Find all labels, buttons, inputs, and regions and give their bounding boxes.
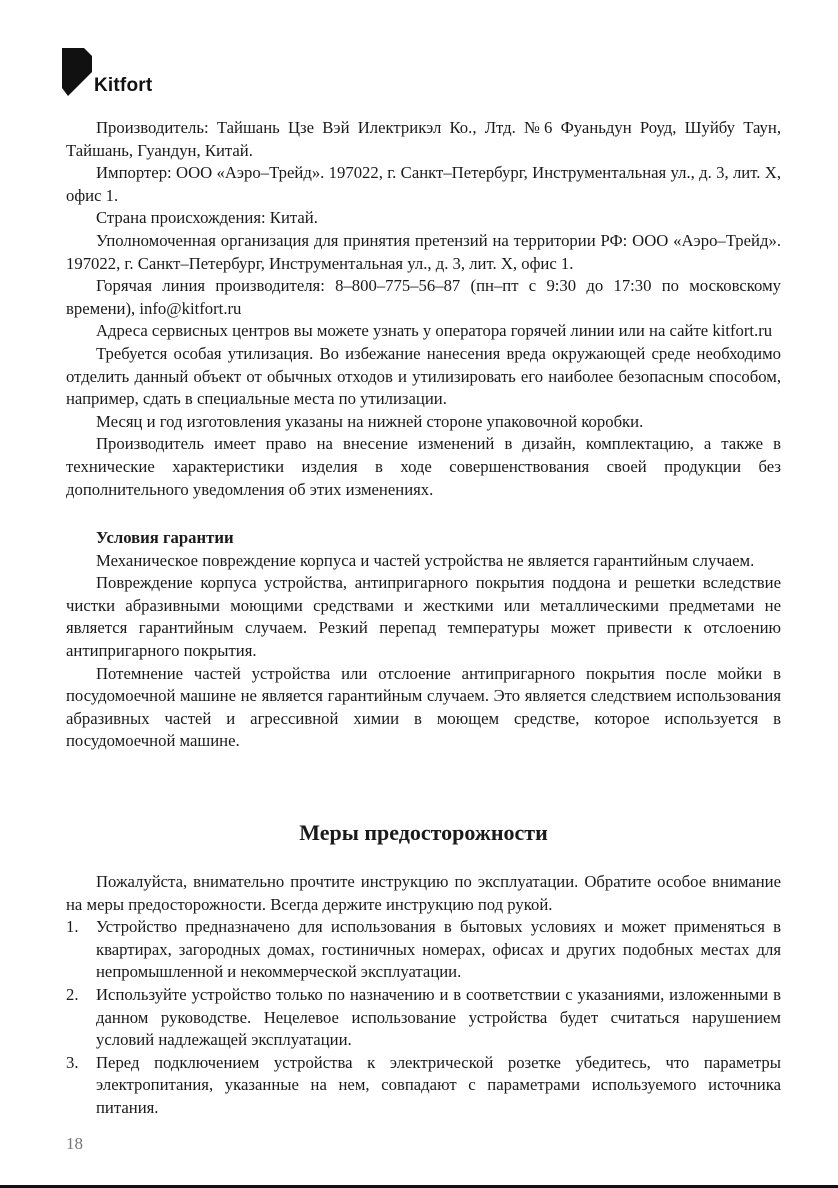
page-number: 18 <box>66 1134 83 1153</box>
precautions-intro: Пожалуйста, внимательно прочтите инструкцию по эксплуатации. Обратите особое внимание на меры предосторожности. Всегда держите инструкцию под рукой. <box>66 872 781 914</box>
precautions-heading: Меры предосторожности <box>299 820 548 846</box>
warranty-paragraph: Потемнение частей устройства или отслоение антипригарного покрытия после мойки в посудомоечной машине не является гарантийным случаем. Это является следствием использования абразивных частей и агрессивной химии в моющем средстве, которое используется в посудомоечной машине. <box>66 663 781 751</box>
warranty-paragraph: Механическое повреждение корпуса и частей устройства не является гарантийным случаем. <box>96 550 755 570</box>
origin-paragraph: Страна происхождения: Китай. <box>96 208 318 228</box>
hotline-paragraph: Горячая линия производителя: 8–800–775–56–87 (пн–пт с 9:30 до 17:30 по московскому времени), info@kitfort.ru <box>66 276 781 318</box>
changes-paragraph: Производитель имеет право на внесение изменений в дизайн, комплектацию, а также в технические характеристики изделия в ходе совершенствования своей продукции без дополнительного уведомления об этих изменениях. <box>66 434 781 499</box>
manufacturer-paragraph: Производитель: Тайшань Цзе Вэй Илектрикэл Ко., Лтд. №6 Фуаньдун Роуд, Шуйбу Таун, Тайшань, Гуандун, Китай. <box>66 118 781 160</box>
list-item-text: Устройство предназначено для использования в бытовых условиях и может применяться в квартирах, загородных домах, гостиничных номерах, офисах и других подобных местах для непромышленной и некоммерческой эксплуатации. <box>96 917 781 982</box>
brand-logo <box>62 48 182 98</box>
authorized-org-paragraph: Уполномоченная организация для принятия претензий на территории РФ: ООО «Аэро–Трейд». 197022, г. Санкт–Петербург, Инструментальная ул., д. 3, лит. Х, офис 1. <box>66 230 781 273</box>
warranty-paragraph: Повреждение корпуса устройства, антипригарного покрытия поддона и решетки вследствие чистки абразивными моющими средствами и жесткими или металлическими предметами не является гарантийным случаем. Резкий перепад температуры может привести к отслоению антипригарного покрытия. <box>66 573 781 661</box>
intro-section <box>66 117 781 501</box>
list-item <box>66 916 781 984</box>
precautions-section <box>66 820 781 1120</box>
importer-paragraph: Импортер: ООО «Аэро–Трейд». 197022, г. Санкт–Петербург, Инструментальная ул., д. 3, лит. Х, офис 1. <box>66 163 781 205</box>
list-item-text: Перед подключением устройства к электрической розетке убедитесь, что параметры электропитания, указанные на нем, совпадают с параметрами используемого источника питания. <box>96 1052 781 1117</box>
list-item-number: 1. <box>66 917 79 937</box>
precautions-list <box>66 916 781 1119</box>
list-item-text: Используйте устройство только по назначению и в соответствии с указаниями, изложенными в данном руководстве. Нецелевое использование устройства будет считаться нарушением условий надлежащей эксплуатации. <box>96 985 781 1050</box>
kitfort-logo-icon <box>62 48 92 98</box>
warranty-heading: Условия гарантии <box>96 528 234 548</box>
brand-name: Kitfort <box>94 75 153 96</box>
warranty-section <box>66 527 781 753</box>
list-item-number: 3. <box>66 1052 79 1072</box>
disposal-paragraph: Требуется особая утилизация. Во избежание нанесения вреда окружающей среде необходимо отделить данный объект от обычных отходов и утилизировать его наиболее безопасным способом, например, сдать в специальные места по утилизации. <box>66 343 781 409</box>
page-content <box>66 117 781 1120</box>
list-item-number: 2. <box>66 985 79 1004</box>
manufacture-date-paragraph: Месяц и год изготовления указаны на нижней стороне упаковочной коробки. <box>96 411 644 431</box>
list-item <box>66 984 781 1052</box>
service-centers-paragraph: Адреса сервисных центров вы можете узнать у оператора горячей линии или на сайте kitfort.ru <box>96 321 773 341</box>
list-item <box>66 1052 781 1120</box>
